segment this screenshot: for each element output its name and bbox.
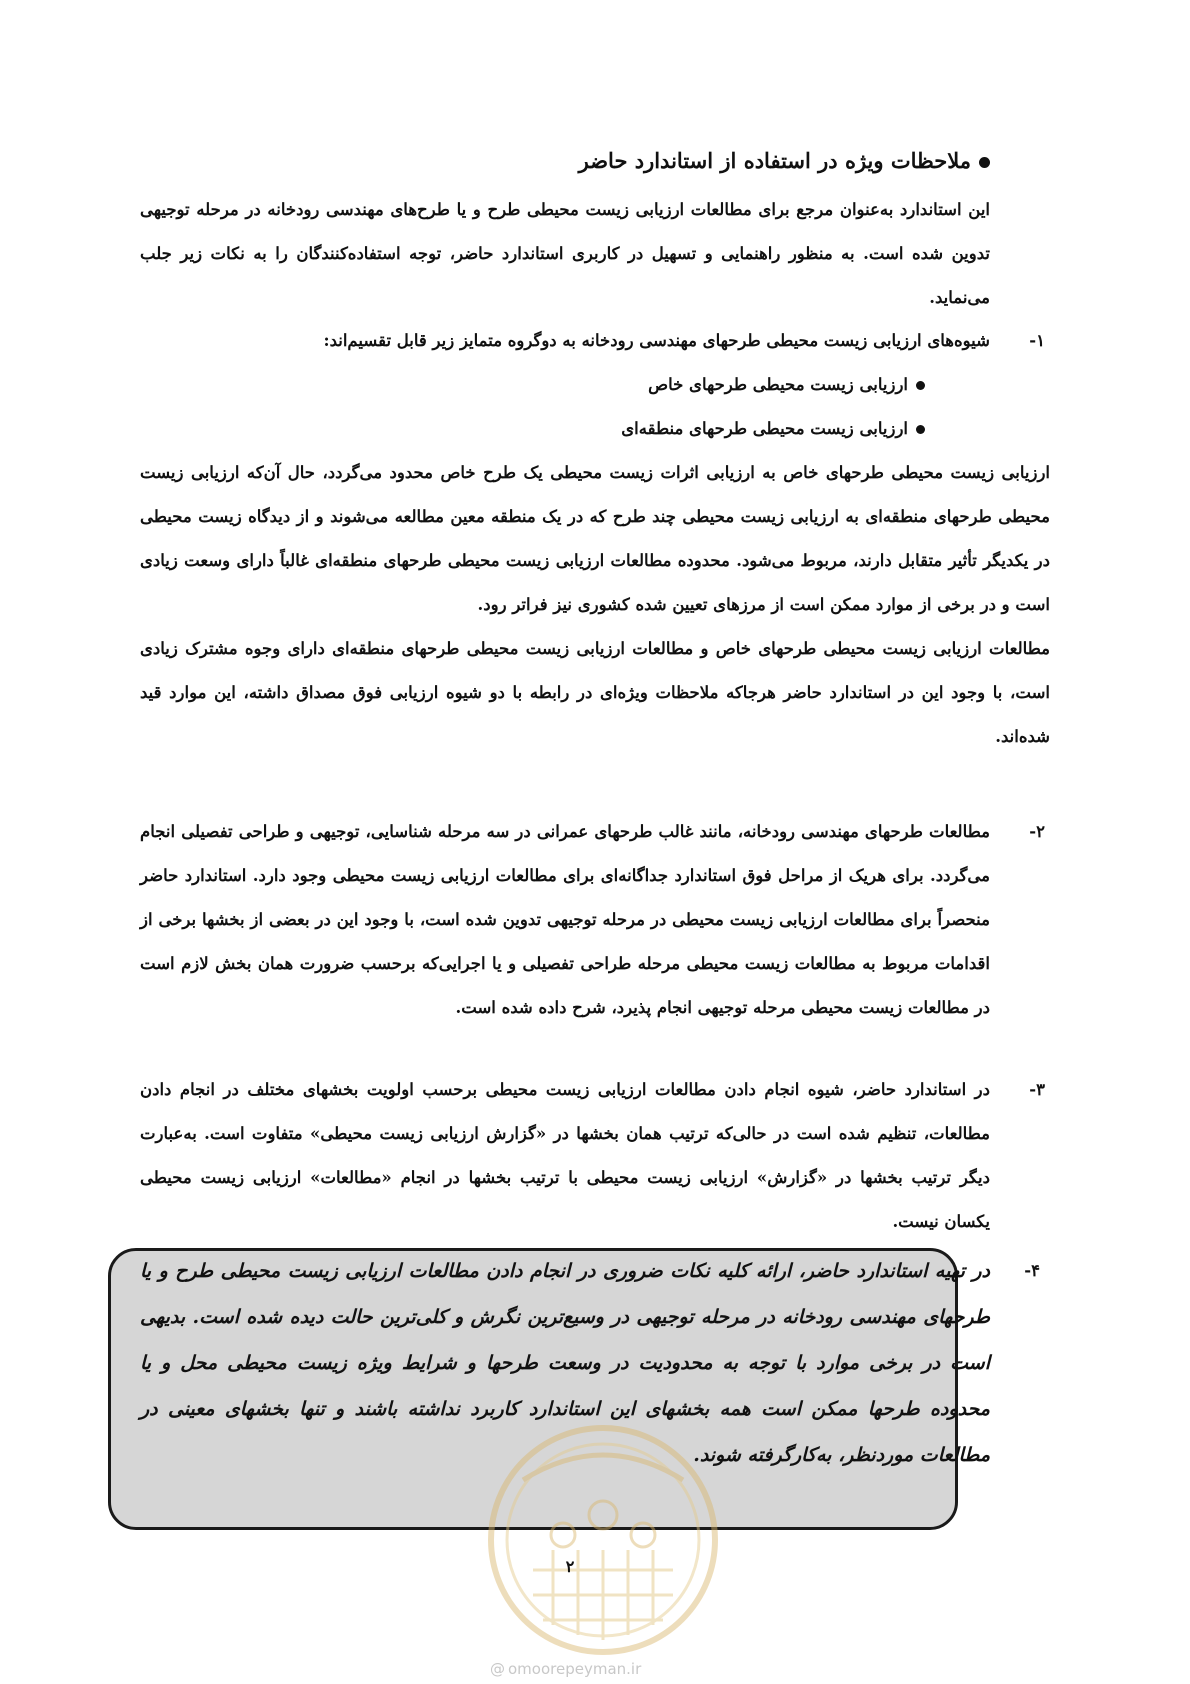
list-item-2 bbox=[140, 810, 1045, 1030]
page-number: ۲ bbox=[565, 1557, 575, 1576]
item-number: ۳- bbox=[1029, 1080, 1045, 1099]
bullet-dot-icon bbox=[916, 425, 925, 434]
item-number: ۲- bbox=[1029, 822, 1045, 841]
item-paragraph: مطالعات طرحهای مهندسی رودخانه، مانند غالب طرحهای عمرانی در سه مرحله شناسایی، توجیهی و طراحی تفصیلی انجام می‌گردد. برای هریک از مراحل فوق استاندارد جداگانه‌ای برای مطالعات ارزیابی زیست محیطی وجود دارد. استاندارد حاضر منحصراً برای مطالعات ارزیابی زیست محیطی در مرحله توجیهی تدوین شده است، با وجود این در بعضی از بخشها برخی از اقدامات مربوط به مطالعات زیست محیطی مرحله طراحی تفصیلی و یا اجرایی‌که برحسب ضرورت همان بخش لازم است در مطالعات زیست محیطی مرحله توجیهی انجام پذیرد، شرح داده شده است. bbox=[140, 822, 990, 1017]
item-paragraph: مطالعات ارزیابی زیست محیطی طرحهای خاص و مطالعات ارزیابی زیست محیطی طرحهای منطقه‌ای دارای وجوه مشترک زیادی است، با وجود این در استاندارد حاضر هرجاکه ملاحظات ویژه‌ای در رابطه با دو شیوه ارزیابی فوق مصداق داشته، این موارد قید شده‌اند. bbox=[140, 639, 1050, 746]
list-item-3 bbox=[140, 1068, 1045, 1244]
sub-bullet: ارزیابی زیست محیطی طرحهای منطقه‌ای bbox=[140, 407, 990, 451]
heading-text: ملاحظات ویژه در استفاده از استاندارد حاضر bbox=[578, 148, 971, 173]
item-number: ۱- bbox=[1029, 331, 1045, 350]
section-heading bbox=[579, 146, 990, 176]
bullet-dot-icon bbox=[916, 381, 925, 390]
intro-paragraph: این استاندارد به‌عنوان مرجع برای مطالعات ارزیابی زیست محیطی طرح و یا طرح‌های مهندسی رودخانه در مرحله توجیهی تدوین شده است. به منظور راهنمایی و تسهیل در کاربری استاندارد حاضر، توجه استفاده‌کنندگان را به نکات زیر جلب می‌نماید. bbox=[140, 200, 990, 307]
bullet-dot-icon bbox=[979, 157, 990, 168]
seal-watermark bbox=[483, 1420, 723, 1660]
list-item-1 bbox=[140, 319, 1050, 759]
item-paragraph: ارزیابی زیست محیطی طرحهای خاص به ارزیابی اثرات زیست محیطی یک طرح خاص محدود می‌گردد، حال آن‌که ارزیابی زیست محیطی طرحهای منطقه‌ای به ارزیابی زیست محیطی چند طرح که در یک منطقه معین مطالعه می‌شوند و از دیدگاه زیست محیطی در یکدیگر تأثیر متقابل دارند، مربوط می‌شود. محدوده مطالعات ارزیابی زیست محیطی طرحهای منطقه‌ای غالباً دارای وسعت زیادی است و در برخی از موارد ممکن است از مرزهای تعیین شده کشوری نیز فراتر رود. bbox=[140, 463, 1050, 614]
item-paragraph: در استاندارد حاضر، شیوه انجام دادن مطالعات ارزیابی زیست محیطی برحسب اولویت بخشهای مختلف در انجام دادن مطالعات، تنظیم شده است در حالی‌که ترتیب همان بخشها در «گزارش ارزیابی زیست محیطی» متفاوت است. به‌عبارت دیگر ترتیب بخشها در «گزارش» ارزیابی زیست محیطی با ترتیب بخشها در انجام «مطالعات» ارزیابی زیست محیطی یکسان نیست. bbox=[140, 1080, 990, 1231]
item-paragraph-italic: در تهیه استاندارد حاضر، ارائه کلیه نکات ضروری در انجام دادن مطالعات ارزیابی زیست محیطی طرح و یا طرحهای مهندسی رودخانه در مرحله توجیهی در وسیع‌ترین نگرش و کلی‌ترین حالت دیده شده است. بدیهی است در برخی موارد با توجه به محدودیت در وسعت طرحها و شرایط ویژه زیست محیطی محل و یا محدوده طرحها ممکن است همه بخشهای این استاندارد کاربرد نداشته باشند و تنها بخشهای معینی در مطالعات موردنظر، به‌کارگرفته شوند. bbox=[140, 1260, 990, 1466]
item-lead: شیوه‌های ارزیابی زیست محیطی طرحهای مهندسی رودخانه به دوگروه متمایز زیر قابل تقسیم‌اند: bbox=[323, 331, 990, 350]
watermark-url: @ omoorepeyman.ir bbox=[490, 1660, 642, 1678]
sub-bullet: ارزیابی زیست محیطی طرحهای خاص bbox=[140, 363, 990, 407]
at-icon: @ bbox=[490, 1660, 505, 1678]
item-number: ۴- bbox=[1024, 1261, 1040, 1280]
